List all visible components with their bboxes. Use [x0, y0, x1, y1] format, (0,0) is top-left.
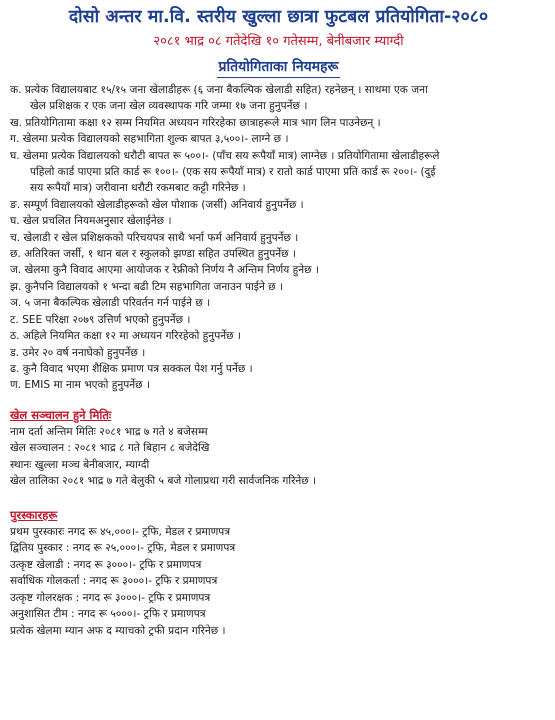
rule-item: ज. खेलमा कुनै विवाद आएमा आयोजक र रेफ्रीको निर्णय नै अन्तिम निर्णय हुनेछ ।: [10, 264, 319, 277]
rule-item: ड. उमेर २० वर्ष ननाघेको हुनुपर्नेछ ।: [10, 346, 146, 359]
rules-heading: प्रतियोगिताका नियमहरू: [217, 57, 341, 78]
rule-item: च. खेलाडी र खेल प्रशिक्षकको परिचयपत्र साथै भर्ना फर्म अनिवार्य हुनुपर्नेछ ।: [10, 231, 299, 244]
rule-item: ग. खेलमा प्रत्येक विद्यालयको सहभागिता शुल्क बापत ३,५००।- लाग्ने छ ।: [10, 133, 289, 146]
prize-line: प्रत्येक खेलमा म्यान अफ द म्याचको ट्रफी प्रदान गरिनेछ ।: [10, 624, 226, 637]
rule-item: घ. खेल प्रचलित नियमअनुसार खेलाईनेछ ।: [10, 215, 172, 228]
rule-item: ख. प्रतियोगितामा कक्षा १२ सम्म नियमित अध्ययन गरिरहेका छात्राहरूले मात्र भाग लिन पाउनेछन् ।: [10, 116, 381, 129]
prize-line: उत्कृष्ट खेलाडी : नगद रू ३०००।- ट्रफि र प्रमाणपत्र: [10, 558, 202, 571]
prize-line: अनुशासित टीम : नगद रू ५०००।- ट्रफि र प्रमाणपत्र: [10, 608, 206, 621]
rule-item: ट. SEE परिक्षा २०७९ उत्तिर्ण भएको हुनुपर्नेछ ।: [10, 313, 191, 326]
prize-line: द्वितिय पुस्कार : नगद रू २५,०००।- ट्रफि, मेडल र प्रमाणपत्र: [10, 542, 236, 555]
schedule-section: [10, 404, 547, 490]
rule-item: ण. EMIS मा नाम भएको हुनुपर्नेछ ।: [10, 379, 150, 392]
rule-item: ढ. कुनै विवाद भएमा शैक्षिक प्रमाण पत्र सक्कल पेश गर्नु पर्नेछ ।: [10, 362, 253, 375]
schedule-heading: खेल सञ्चालन हुने मितिः: [10, 407, 112, 422]
prizes-heading: पुरस्कारहरू: [10, 507, 58, 522]
rules-heading-wrap: [10, 56, 547, 78]
schedule-line: नाम दर्ता अन्तिम मितिः २०८१ भाद्र ७ गते ४ बजेसम्म: [10, 425, 208, 438]
rule-item: ञ. ५ जना बैकल्पिक खेलाडी परिवर्तन गर्न पाईने छ ।: [10, 297, 211, 310]
page-title: दोसो अन्तर मा.वि. स्तरीय खुल्ला छात्रा फुटबल प्रतियोगिता-२०८०: [68, 7, 489, 27]
schedule-line: स्थानः खुल्ला मञ्च बेनीबजार, म्याग्दी: [10, 458, 150, 471]
rule-item: क. प्रत्येक विद्यालयबाट १५/१५ जना खेलाडीहरू (६ जना बैकल्पिक खेलाडी सहित) रहनेछन् । साथमा एक जना: [10, 84, 428, 96]
prizes-section: [10, 504, 547, 640]
rule-item: छ. अतिरिक्त जर्सी, १ थान बल र स्कुलको झण्डा सहित उपस्थित हुनुपर्नेछ ।: [10, 248, 296, 261]
prize-line: प्रथम पुरस्कारः नगद रू ४५,०००।- ट्रफि, मेडल र प्रमाणपत्र: [10, 525, 231, 538]
prize-line: उत्कृष्ट गोलरक्षक : नगद रू ३०००।- ट्रफि र प्रमाणपत्र: [10, 591, 211, 604]
rule-item: ङ. सम्पूर्ण विद्यालयको खेलाडीहरूको खेल पोशाक (जर्सी) अनिवार्य हुनुपर्नेछ ।: [10, 198, 304, 211]
rules-list: [10, 82, 547, 394]
rule-item-continuation: खेल प्रशिक्षक र एक जना खेल व्यवस्थापक गरि जम्मा १७ जना हुनुपर्नेछ ।: [30, 100, 308, 113]
rule-item-continuation: पहिलो कार्ड पाएमा प्रति कार्ड रू १००।- (एक सय रूपैयाँ मात्र) र रातो कार्ड पाएमा प्रति कार्ड रू २००।- (दुई: [30, 166, 436, 179]
rule-item: झ. कुनैपनि विद्यालयको १ भन्दा बढी टिम सहभागिता जनाउन पाईने छ ।: [10, 280, 284, 293]
schedule-line: खेल तालिका २०८१ भाद्र ७ गते बेलुकी ५ बजे गोलाप्रथा गरी सार्वजनिक गरिनेछ ।: [10, 475, 317, 488]
rule-item: ठ. अहिले नियमित कक्षा १२ मा अध्ययन गरिरहेको हुनुपर्नेछ ।: [10, 330, 241, 343]
event-date-location: २०८१ भाद्र ०८ गतेदेखि १० गतेसम्म, बेनीबजार म्याग्दी: [153, 34, 404, 49]
rule-item: घ. खेलमा प्रत्येक विद्यालयको धरौटी बापत रू ५००।- (पाँच सय रूपैयाँ मात्र) लाग्नेछ । प्रतियोगितामा खेलाडीहरूले: [10, 149, 440, 162]
rule-item-continuation: सय रूपैयाँ मात्र) जरीवाना धरौटी रकमबाट कट्टी गरिनेछ ।: [30, 182, 246, 195]
schedule-line: खेल सञ्चालन : २०८१ भाद्र ८ गते बिहान ८ बजेदेखि: [10, 442, 210, 455]
prize-line: सर्वाधिक गोलकर्ता : नगद रू ३०००।- ट्रफि र प्रमाणपत्र: [10, 575, 218, 588]
